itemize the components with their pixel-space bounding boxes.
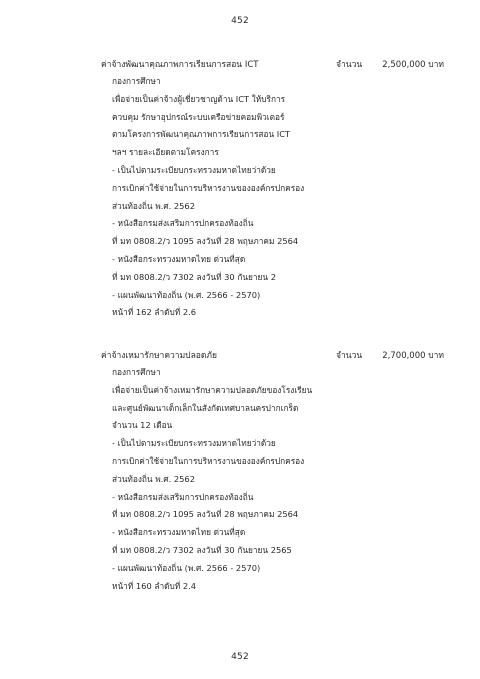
detail-line: - หนังสือกรมส่งเสริมการปกครองท้องถิ่น: [112, 491, 254, 502]
detail-line: หน้าที่ 162 ลำดับที่ 2.6: [112, 307, 197, 318]
budget-item-amount: 2,700,000 บาท: [382, 351, 444, 361]
detail-line: ควบคุม รักษาอุปกรณ์ระบบเครือข่ายคอมพิวเตอร์: [112, 111, 285, 122]
detail-line: - แผนพัฒนาท้องถิ่น (พ.ศ. 2566 - 2570): [112, 289, 261, 300]
detail-line: - แผนพัฒนาท้องถิ่น (พ.ศ. 2566 - 2570): [112, 562, 261, 573]
budget-item-amount: 2,500,000 บาท: [382, 60, 444, 70]
budget-item-quantity-label: จำนวน: [336, 351, 363, 361]
detail-line: เพื่อจ่ายเป็นค่าจ้างเหมารักษาความปลอดภัยของโรงเรียน: [112, 384, 313, 395]
detail-line: ส่วนท้องถิ่น พ.ศ. 2562: [112, 473, 195, 484]
detail-line: ที่ มท 0808.2/ว 7302 ลงวันที่ 30 กันยายน 2565: [112, 544, 292, 555]
detail-line: จำนวน 12 เดือน: [112, 420, 173, 431]
budget-item: [0, 57, 480, 322]
budget-item: [0, 348, 480, 595]
detail-line: ฯลฯ รายละเอียดตามโครงการ: [112, 147, 219, 158]
detail-line: ที่ มท 0808.2/ว 1095 ลงวันที่ 28 พฤษภาคม 2564: [112, 236, 299, 247]
budget-item-details: [0, 364, 480, 595]
detail-line: - เป็นไปตามระเบียบกระทรวงมหาดไทยว่าด้วย: [112, 438, 276, 449]
detail-line: - เป็นไปตามระเบียบกระทรวงมหาดไทยว่าด้วย: [112, 164, 276, 175]
detail-line: เพื่อจ่ายเป็นค่าจ้างผู้เชี่ยวชาญด้าน ICT ให้บริการ: [112, 93, 286, 104]
budget-item-header: [0, 57, 480, 73]
detail-line: การเบิกค่าใช้จ่ายในการบริหารงานขององค์กรปกครอง: [112, 182, 305, 193]
detail-line: หน้าที่ 160 ลำดับที่ 2.4: [112, 580, 197, 591]
detail-line: การเบิกค่าใช้จ่ายในการบริหารงานขององค์กรปกครอง: [112, 455, 305, 466]
budget-item-title: ค่าจ้างพัฒนาคุณภาพการเรียนการสอน ICT: [101, 60, 259, 70]
budget-item-header: [0, 348, 480, 364]
detail-line: ที่ มท 0808.2/ว 1095 ลงวันที่ 28 พฤษภาคม 2564: [112, 509, 299, 520]
page-number-bottom: 452: [231, 652, 249, 662]
budget-item-details: [0, 73, 480, 322]
detail-line: - หนังสือกระทรวงมหาดไทย ด่วนที่สุด: [112, 253, 246, 264]
detail-line: และศูนย์พัฒนาเด็กเล็กในสังกัดเทศบาลนครปากเกร็ด: [112, 402, 299, 413]
detail-line: ตามโครงการพัฒนาคุณภาพการเรียนการสอน ICT: [112, 129, 291, 140]
detail-line: - หนังสือกรมส่งเสริมการปกครองท้องถิ่น: [112, 218, 254, 229]
budget-item-title: ค่าจ้างเหมารักษาความปลอดภัย: [101, 351, 217, 361]
detail-line: กองการศึกษา: [112, 367, 161, 377]
detail-line: - หนังสือกระทรวงมหาดไทย ด่วนที่สุด: [112, 527, 246, 538]
detail-line: ที่ มท 0808.2/ว 7302 ลงวันที่ 30 กันยายน 2: [112, 271, 276, 282]
budget-item-quantity-label: จำนวน: [336, 60, 363, 70]
detail-line: ส่วนท้องถิ่น พ.ศ. 2562: [112, 200, 195, 211]
detail-line: กองการศึกษา: [112, 76, 161, 86]
page-number-top: 452: [231, 16, 249, 26]
